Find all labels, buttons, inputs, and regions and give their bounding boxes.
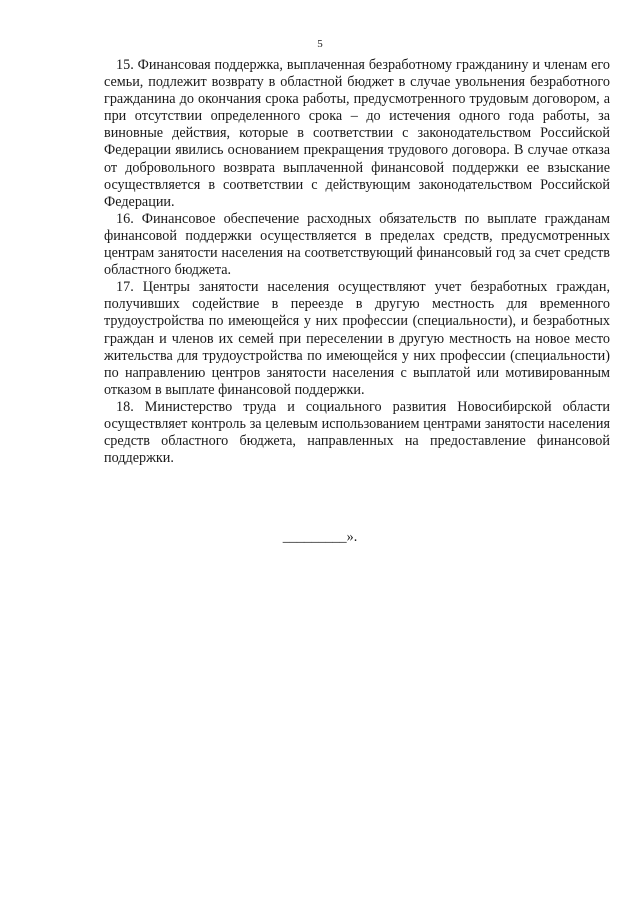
paragraph-16: 16. Финансовое обеспечение расходных обязательств по выплате гражданам финансовой поддержки осуществляется в пределах средств, предусмотренных центрам занятости населения на соответствующий финансовый год за счет средств областного бюджета. bbox=[104, 210, 610, 279]
paragraph-18: 18. Министерство труда и социального развития Новосибирской области осуществляет контроль за целевым использованием центрами занятости населения средств областного бюджета, направленных на предоставление финансовой поддержки. bbox=[104, 398, 610, 467]
page-number: 5 bbox=[317, 38, 323, 50]
closing-line: _________». bbox=[282, 529, 358, 545]
document-body bbox=[104, 57, 610, 467]
paragraph-15: 15. Финансовая поддержка, выплаченная безработному гражданину и членам его семьи, подлежит возврату в областной бюджет в случае увольнения безработного гражданина до окончания срока работы, предусмотренного трудовым договором, а при отсутствии определенного срока – до истечения одного года работы, за виновные действия, которые в соответствии с законодательством Российской Федерации явились основанием прекращения трудового договора. В случае отказа от добровольного возврата выплаченной финансовой поддержки ее взыскание осуществляется в соответствии с действующим законодательством Российской Федерации. bbox=[104, 57, 610, 210]
paragraph-17: 17. Центры занятости населения осуществляют учет безработных граждан, получивших содействие в переезде в другую местность для временного трудоустройства по имеющейся у них профессии (специальности), и безработных граждан и членов их семей при переселении в другую местность на новое место жительства для трудоустройства по имеющейся у них профессии (специальности) по направлению центров занятости населения с выплатой или мотивированным отказом в выплате финансовой поддержки. bbox=[104, 279, 610, 398]
